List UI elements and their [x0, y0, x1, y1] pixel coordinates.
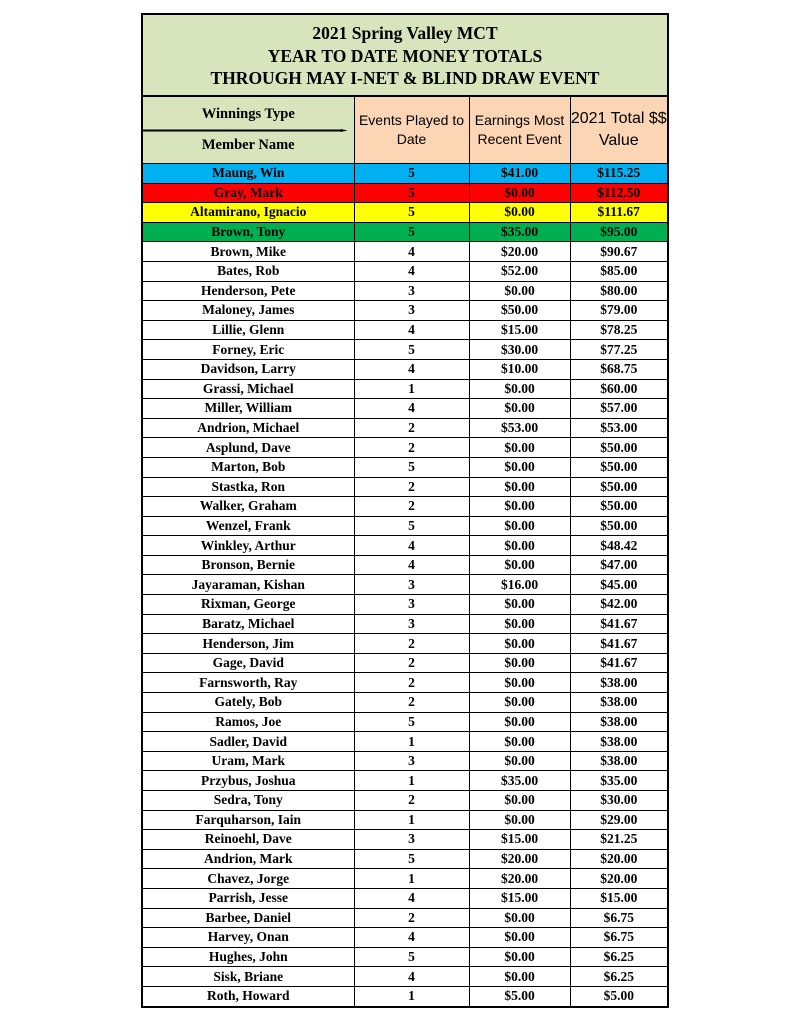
- events-played-cell: 3: [354, 614, 469, 634]
- header-member-name: Member Name: [201, 137, 295, 153]
- member-name-cell: Sedra, Tony: [143, 791, 354, 811]
- total-value-cell: $35.00: [570, 771, 667, 791]
- total-value-cell: $80.00: [570, 281, 667, 301]
- table-row: [143, 869, 667, 889]
- member-name-cell: Forney, Eric: [143, 340, 354, 360]
- table-row: [143, 379, 667, 399]
- table-row: [143, 516, 667, 536]
- total-value-cell: $20.00: [570, 849, 667, 869]
- earnings-recent-cell: $0.00: [469, 810, 570, 830]
- member-name-cell: Brown, Tony: [143, 222, 354, 242]
- member-name-cell: Bates, Rob: [143, 261, 354, 281]
- earnings-recent-cell: $20.00: [469, 242, 570, 262]
- total-value-cell: $50.00: [570, 457, 667, 477]
- earnings-recent-cell: $0.00: [469, 673, 570, 693]
- events-played-cell: 2: [354, 418, 469, 438]
- member-name-cell: Grassi, Michael: [143, 379, 354, 399]
- total-value-cell: $38.00: [570, 673, 667, 693]
- member-name-cell: Davidson, Larry: [143, 359, 354, 379]
- table-row: [143, 673, 667, 693]
- member-name-cell: Gately, Bob: [143, 693, 354, 713]
- member-name-cell: Rixman, George: [143, 595, 354, 615]
- header-name-column: [143, 97, 354, 164]
- earnings-recent-cell: $0.00: [469, 712, 570, 732]
- header-earnings-recent: Earnings Most Recent Event: [469, 97, 570, 164]
- earnings-recent-cell: $0.00: [469, 536, 570, 556]
- earnings-recent-cell: $0.00: [469, 928, 570, 948]
- events-played-cell: 3: [354, 281, 469, 301]
- member-name-cell: Parrish, Jesse: [143, 888, 354, 908]
- table-row: [143, 830, 667, 850]
- total-value-cell: $42.00: [570, 595, 667, 615]
- total-value-cell: $79.00: [570, 301, 667, 321]
- earnings-recent-cell: $0.00: [469, 751, 570, 771]
- earnings-recent-cell: $15.00: [469, 320, 570, 340]
- table-row: [143, 536, 667, 556]
- earnings-recent-cell: $0.00: [469, 732, 570, 752]
- earnings-recent-cell: $30.00: [469, 340, 570, 360]
- earnings-recent-cell: $0.00: [469, 555, 570, 575]
- events-played-cell: 2: [354, 653, 469, 673]
- table-row: [143, 359, 667, 379]
- events-played-cell: 4: [354, 555, 469, 575]
- events-played-cell: 5: [354, 516, 469, 536]
- title-line-3: THROUGH MAY I-NET & BLIND DRAW EVENT: [210, 68, 600, 88]
- total-value-cell: $112.50: [570, 183, 667, 203]
- header-winnings-type: Winnings Type: [201, 106, 295, 122]
- table-row: [143, 595, 667, 615]
- earnings-recent-cell: $41.00: [469, 164, 570, 184]
- total-value-cell: $6.75: [570, 908, 667, 928]
- total-value-cell: $111.67: [570, 203, 667, 223]
- total-value-cell: $38.00: [570, 693, 667, 713]
- title-line-1: 2021 Spring Valley MCT: [312, 23, 498, 43]
- events-played-cell: 4: [354, 359, 469, 379]
- table-row: [143, 203, 667, 223]
- member-name-cell: Maloney, James: [143, 301, 354, 321]
- earnings-recent-cell: $53.00: [469, 418, 570, 438]
- member-name-cell: Farnsworth, Ray: [143, 673, 354, 693]
- table-row: [143, 947, 667, 967]
- total-value-cell: $38.00: [570, 732, 667, 752]
- earnings-recent-cell: $50.00: [469, 301, 570, 321]
- events-played-cell: 2: [354, 693, 469, 713]
- table-row: [143, 438, 667, 458]
- total-value-cell: $50.00: [570, 438, 667, 458]
- events-played-cell: 5: [354, 203, 469, 223]
- earnings-recent-cell: $35.00: [469, 222, 570, 242]
- events-played-cell: 2: [354, 497, 469, 517]
- total-value-cell: $6.75: [570, 928, 667, 948]
- table-row: [143, 497, 667, 517]
- earnings-recent-cell: $0.00: [469, 791, 570, 811]
- events-played-cell: 5: [354, 222, 469, 242]
- header-row: [143, 97, 667, 164]
- table-row: [143, 555, 667, 575]
- earnings-recent-cell: $0.00: [469, 379, 570, 399]
- total-value-cell: $50.00: [570, 497, 667, 517]
- total-value-cell: $41.67: [570, 614, 667, 634]
- total-value-cell: $15.00: [570, 888, 667, 908]
- table-row: [143, 732, 667, 752]
- events-played-cell: 3: [354, 830, 469, 850]
- events-played-cell: 5: [354, 457, 469, 477]
- earnings-recent-cell: $0.00: [469, 183, 570, 203]
- member-name-cell: Barbee, Daniel: [143, 908, 354, 928]
- total-value-cell: $60.00: [570, 379, 667, 399]
- earnings-recent-cell: $0.00: [469, 693, 570, 713]
- total-value-cell: $95.00: [570, 222, 667, 242]
- member-name-cell: Przybus, Joshua: [143, 771, 354, 791]
- table-row: [143, 418, 667, 438]
- total-value-cell: $47.00: [570, 555, 667, 575]
- member-name-cell: Uram, Mark: [143, 751, 354, 771]
- events-played-cell: 1: [354, 379, 469, 399]
- earnings-recent-cell: $0.00: [469, 967, 570, 987]
- header-total-value: 2021 Total $$ Value: [570, 97, 667, 164]
- events-played-cell: 4: [354, 242, 469, 262]
- events-played-cell: 1: [354, 986, 469, 1005]
- member-name-cell: Brown, Mike: [143, 242, 354, 262]
- total-value-cell: $29.00: [570, 810, 667, 830]
- totals-table: [143, 97, 667, 1006]
- table-row: [143, 614, 667, 634]
- events-played-cell: 3: [354, 595, 469, 615]
- total-value-cell: $115.25: [570, 164, 667, 184]
- table-row: [143, 967, 667, 987]
- total-value-cell: $68.75: [570, 359, 667, 379]
- member-name-cell: Winkley, Arthur: [143, 536, 354, 556]
- member-name-cell: Harvey, Onan: [143, 928, 354, 948]
- events-played-cell: 4: [354, 967, 469, 987]
- events-played-cell: 3: [354, 751, 469, 771]
- member-name-cell: Henderson, Jim: [143, 634, 354, 654]
- total-value-cell: $21.25: [570, 830, 667, 850]
- member-name-cell: Sisk, Briane: [143, 967, 354, 987]
- member-name-cell: Farquharson, Iain: [143, 810, 354, 830]
- total-value-cell: $78.25: [570, 320, 667, 340]
- earnings-recent-cell: $10.00: [469, 359, 570, 379]
- table-row: [143, 261, 667, 281]
- member-name-cell: Jayaraman, Kishan: [143, 575, 354, 595]
- member-name-cell: Henderson, Pete: [143, 281, 354, 301]
- events-played-cell: 4: [354, 888, 469, 908]
- total-value-cell: $6.25: [570, 947, 667, 967]
- events-played-cell: 2: [354, 438, 469, 458]
- total-value-cell: $53.00: [570, 418, 667, 438]
- events-played-cell: 2: [354, 908, 469, 928]
- money-totals-sheet: [141, 13, 669, 1008]
- member-name-cell: Sadler, David: [143, 732, 354, 752]
- events-played-cell: 3: [354, 301, 469, 321]
- earnings-recent-cell: $0.00: [469, 438, 570, 458]
- earnings-recent-cell: $0.00: [469, 457, 570, 477]
- table-row: [143, 888, 667, 908]
- member-name-cell: Miller, William: [143, 399, 354, 419]
- table-row: [143, 320, 667, 340]
- earnings-recent-cell: $0.00: [469, 653, 570, 673]
- right-arrow-icon: [143, 129, 354, 132]
- total-value-cell: $38.00: [570, 751, 667, 771]
- table-row: [143, 281, 667, 301]
- member-name-cell: Andrion, Michael: [143, 418, 354, 438]
- total-value-cell: $30.00: [570, 791, 667, 811]
- events-played-cell: 4: [354, 399, 469, 419]
- earnings-recent-cell: $0.00: [469, 614, 570, 634]
- events-played-cell: 5: [354, 712, 469, 732]
- member-name-cell: Altamirano, Ignacio: [143, 203, 354, 223]
- total-value-cell: $41.67: [570, 653, 667, 673]
- events-played-cell: 5: [354, 183, 469, 203]
- header-events-played: Events Played to Date: [354, 97, 469, 164]
- member-name-cell: Reinoehl, Dave: [143, 830, 354, 850]
- events-played-cell: 5: [354, 340, 469, 360]
- table-row: [143, 849, 667, 869]
- table-row: [143, 771, 667, 791]
- events-played-cell: 2: [354, 673, 469, 693]
- member-name-cell: Maung, Win: [143, 164, 354, 184]
- member-name-cell: Andrion, Mark: [143, 849, 354, 869]
- total-value-cell: $20.00: [570, 869, 667, 889]
- total-value-cell: $90.67: [570, 242, 667, 262]
- events-played-cell: 2: [354, 477, 469, 497]
- member-name-cell: Wenzel, Frank: [143, 516, 354, 536]
- total-value-cell: $50.00: [570, 477, 667, 497]
- table-row: [143, 575, 667, 595]
- events-played-cell: 5: [354, 849, 469, 869]
- earnings-recent-cell: $0.00: [469, 634, 570, 654]
- events-played-cell: 4: [354, 261, 469, 281]
- earnings-recent-cell: $0.00: [469, 497, 570, 517]
- table-row: [143, 810, 667, 830]
- table-row: [143, 222, 667, 242]
- member-name-cell: Lillie, Glenn: [143, 320, 354, 340]
- earnings-recent-cell: $20.00: [469, 869, 570, 889]
- member-name-cell: Stastka, Ron: [143, 477, 354, 497]
- table-row: [143, 301, 667, 321]
- earnings-recent-cell: $5.00: [469, 986, 570, 1005]
- earnings-recent-cell: $0.00: [469, 203, 570, 223]
- earnings-recent-cell: $15.00: [469, 830, 570, 850]
- total-value-cell: $38.00: [570, 712, 667, 732]
- earnings-recent-cell: $16.00: [469, 575, 570, 595]
- earnings-recent-cell: $0.00: [469, 399, 570, 419]
- earnings-recent-cell: $0.00: [469, 281, 570, 301]
- events-played-cell: 1: [354, 869, 469, 889]
- events-played-cell: 4: [354, 536, 469, 556]
- total-value-cell: $48.42: [570, 536, 667, 556]
- total-value-cell: $57.00: [570, 399, 667, 419]
- earnings-recent-cell: $15.00: [469, 888, 570, 908]
- table-row: [143, 712, 667, 732]
- total-value-cell: $41.67: [570, 634, 667, 654]
- total-value-cell: $5.00: [570, 986, 667, 1005]
- earnings-recent-cell: $52.00: [469, 261, 570, 281]
- events-played-cell: 1: [354, 810, 469, 830]
- member-name-cell: Chavez, Jorge: [143, 869, 354, 889]
- table-row: [143, 693, 667, 713]
- table-row: [143, 791, 667, 811]
- member-name-cell: Gray, Mark: [143, 183, 354, 203]
- table-row: [143, 928, 667, 948]
- events-played-cell: 5: [354, 947, 469, 967]
- member-name-cell: Walker, Graham: [143, 497, 354, 517]
- table-row: [143, 183, 667, 203]
- total-value-cell: $6.25: [570, 967, 667, 987]
- member-name-cell: Ramos, Joe: [143, 712, 354, 732]
- table-row: [143, 242, 667, 262]
- table-row: [143, 634, 667, 654]
- events-played-cell: 2: [354, 791, 469, 811]
- events-played-cell: 5: [354, 164, 469, 184]
- table-row: [143, 399, 667, 419]
- total-value-cell: $45.00: [570, 575, 667, 595]
- earnings-recent-cell: $0.00: [469, 477, 570, 497]
- events-played-cell: 2: [354, 634, 469, 654]
- table-row: [143, 340, 667, 360]
- member-name-cell: Bronson, Bernie: [143, 555, 354, 575]
- table-row: [143, 908, 667, 928]
- member-name-cell: Asplund, Dave: [143, 438, 354, 458]
- table-row: [143, 751, 667, 771]
- table-row: [143, 457, 667, 477]
- table-row: [143, 164, 667, 184]
- total-value-cell: $77.25: [570, 340, 667, 360]
- earnings-recent-cell: $0.00: [469, 595, 570, 615]
- events-played-cell: 3: [354, 575, 469, 595]
- member-name-cell: Marton, Bob: [143, 457, 354, 477]
- total-value-cell: $50.00: [570, 516, 667, 536]
- earnings-recent-cell: $0.00: [469, 947, 570, 967]
- total-value-cell: $85.00: [570, 261, 667, 281]
- title-line-2: YEAR TO DATE MONEY TOTALS: [267, 45, 543, 66]
- member-name-cell: Hughes, John: [143, 947, 354, 967]
- sheet-title: [143, 15, 667, 97]
- events-played-cell: 1: [354, 771, 469, 791]
- table-row: [143, 986, 667, 1005]
- events-played-cell: 4: [354, 320, 469, 340]
- table-row: [143, 477, 667, 497]
- table-row: [143, 653, 667, 673]
- member-name-cell: Roth, Howard: [143, 986, 354, 1005]
- earnings-recent-cell: $20.00: [469, 849, 570, 869]
- earnings-recent-cell: $0.00: [469, 516, 570, 536]
- member-name-cell: Baratz, Michael: [143, 614, 354, 634]
- earnings-recent-cell: $0.00: [469, 908, 570, 928]
- earnings-recent-cell: $35.00: [469, 771, 570, 791]
- events-played-cell: 1: [354, 732, 469, 752]
- member-name-cell: Gage, David: [143, 653, 354, 673]
- events-played-cell: 4: [354, 928, 469, 948]
